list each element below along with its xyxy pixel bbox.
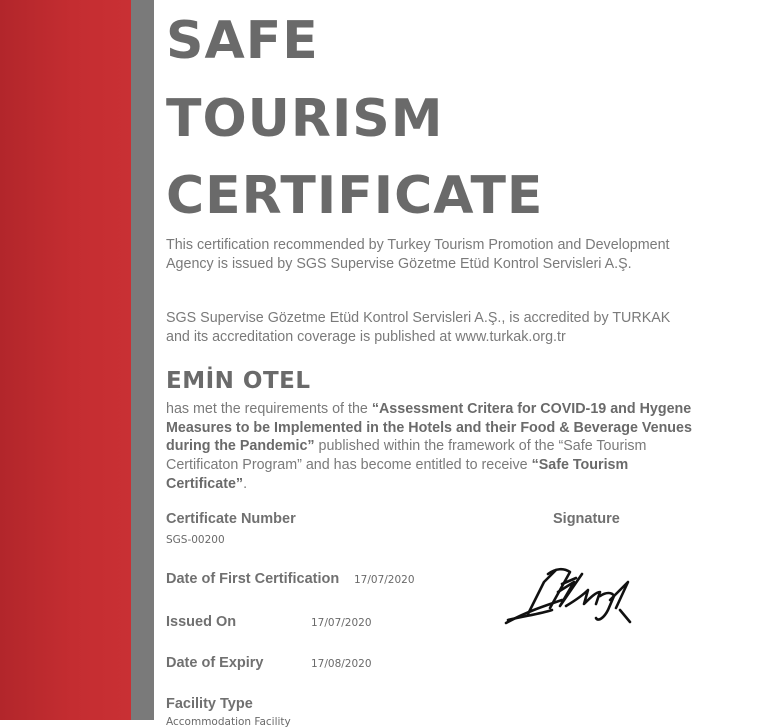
red-side-band [0, 0, 131, 720]
first-certification-value: 17/07/2020 [354, 574, 415, 586]
requirements-paragraph [166, 400, 706, 494]
certificate-number-value: SGS-00200 [166, 534, 225, 546]
req-text-1: has met the requirements of the [166, 401, 372, 417]
handwritten-signature [504, 562, 636, 632]
facility-type-label: Facility Type [166, 696, 253, 712]
certificate-content [166, 0, 764, 728]
expiry-label: Date of Expiry [166, 655, 264, 671]
intro-paragraph-2: SGS Supervise Gözetme Etüd Kontrol Servisleri A.Ş., is accredited by TURKAK and its accreditation coverage is published at www.turkak.org.tr [166, 310, 671, 345]
certificate-number-label: Certificate Number [166, 511, 296, 527]
issued-on-label: Issued On [166, 614, 237, 630]
grey-side-band [131, 0, 154, 720]
signature-label: Signature [553, 511, 620, 527]
req-text-2: published within the framework of the “Safe Tourism Certificaton Program” and has become entitled to receive [166, 438, 647, 474]
title-line-1: SAFE [166, 11, 319, 71]
title-line-2: TOURISM [166, 89, 444, 149]
req-bold-1: “Assessment Critera for COVID-19 and Hygene Measures to be Implemented in the Hotels and their Food & Beverage Venues during the Pandemic” [166, 401, 692, 455]
req-text-3: . [243, 475, 248, 492]
req-bold-2: “Safe Tourism Certificate” [166, 457, 629, 492]
hotel-name: EMİN OTEL [166, 368, 311, 394]
expiry-value: 17/08/2020 [311, 658, 372, 670]
intro-paragraph-1: This certification recommended by Turkey Tourism Promotion and Development Agency is issued by SGS Supervise Gözetme Etüd Kontrol Servisleri A.Ş. [166, 237, 670, 272]
first-certification-label: Date of First Certification [166, 571, 340, 587]
issued-on-value: 17/07/2020 [311, 617, 372, 629]
title-line-3: CERTIFICATE [166, 166, 544, 226]
facility-type-value: Accommodation Facility [166, 716, 291, 728]
